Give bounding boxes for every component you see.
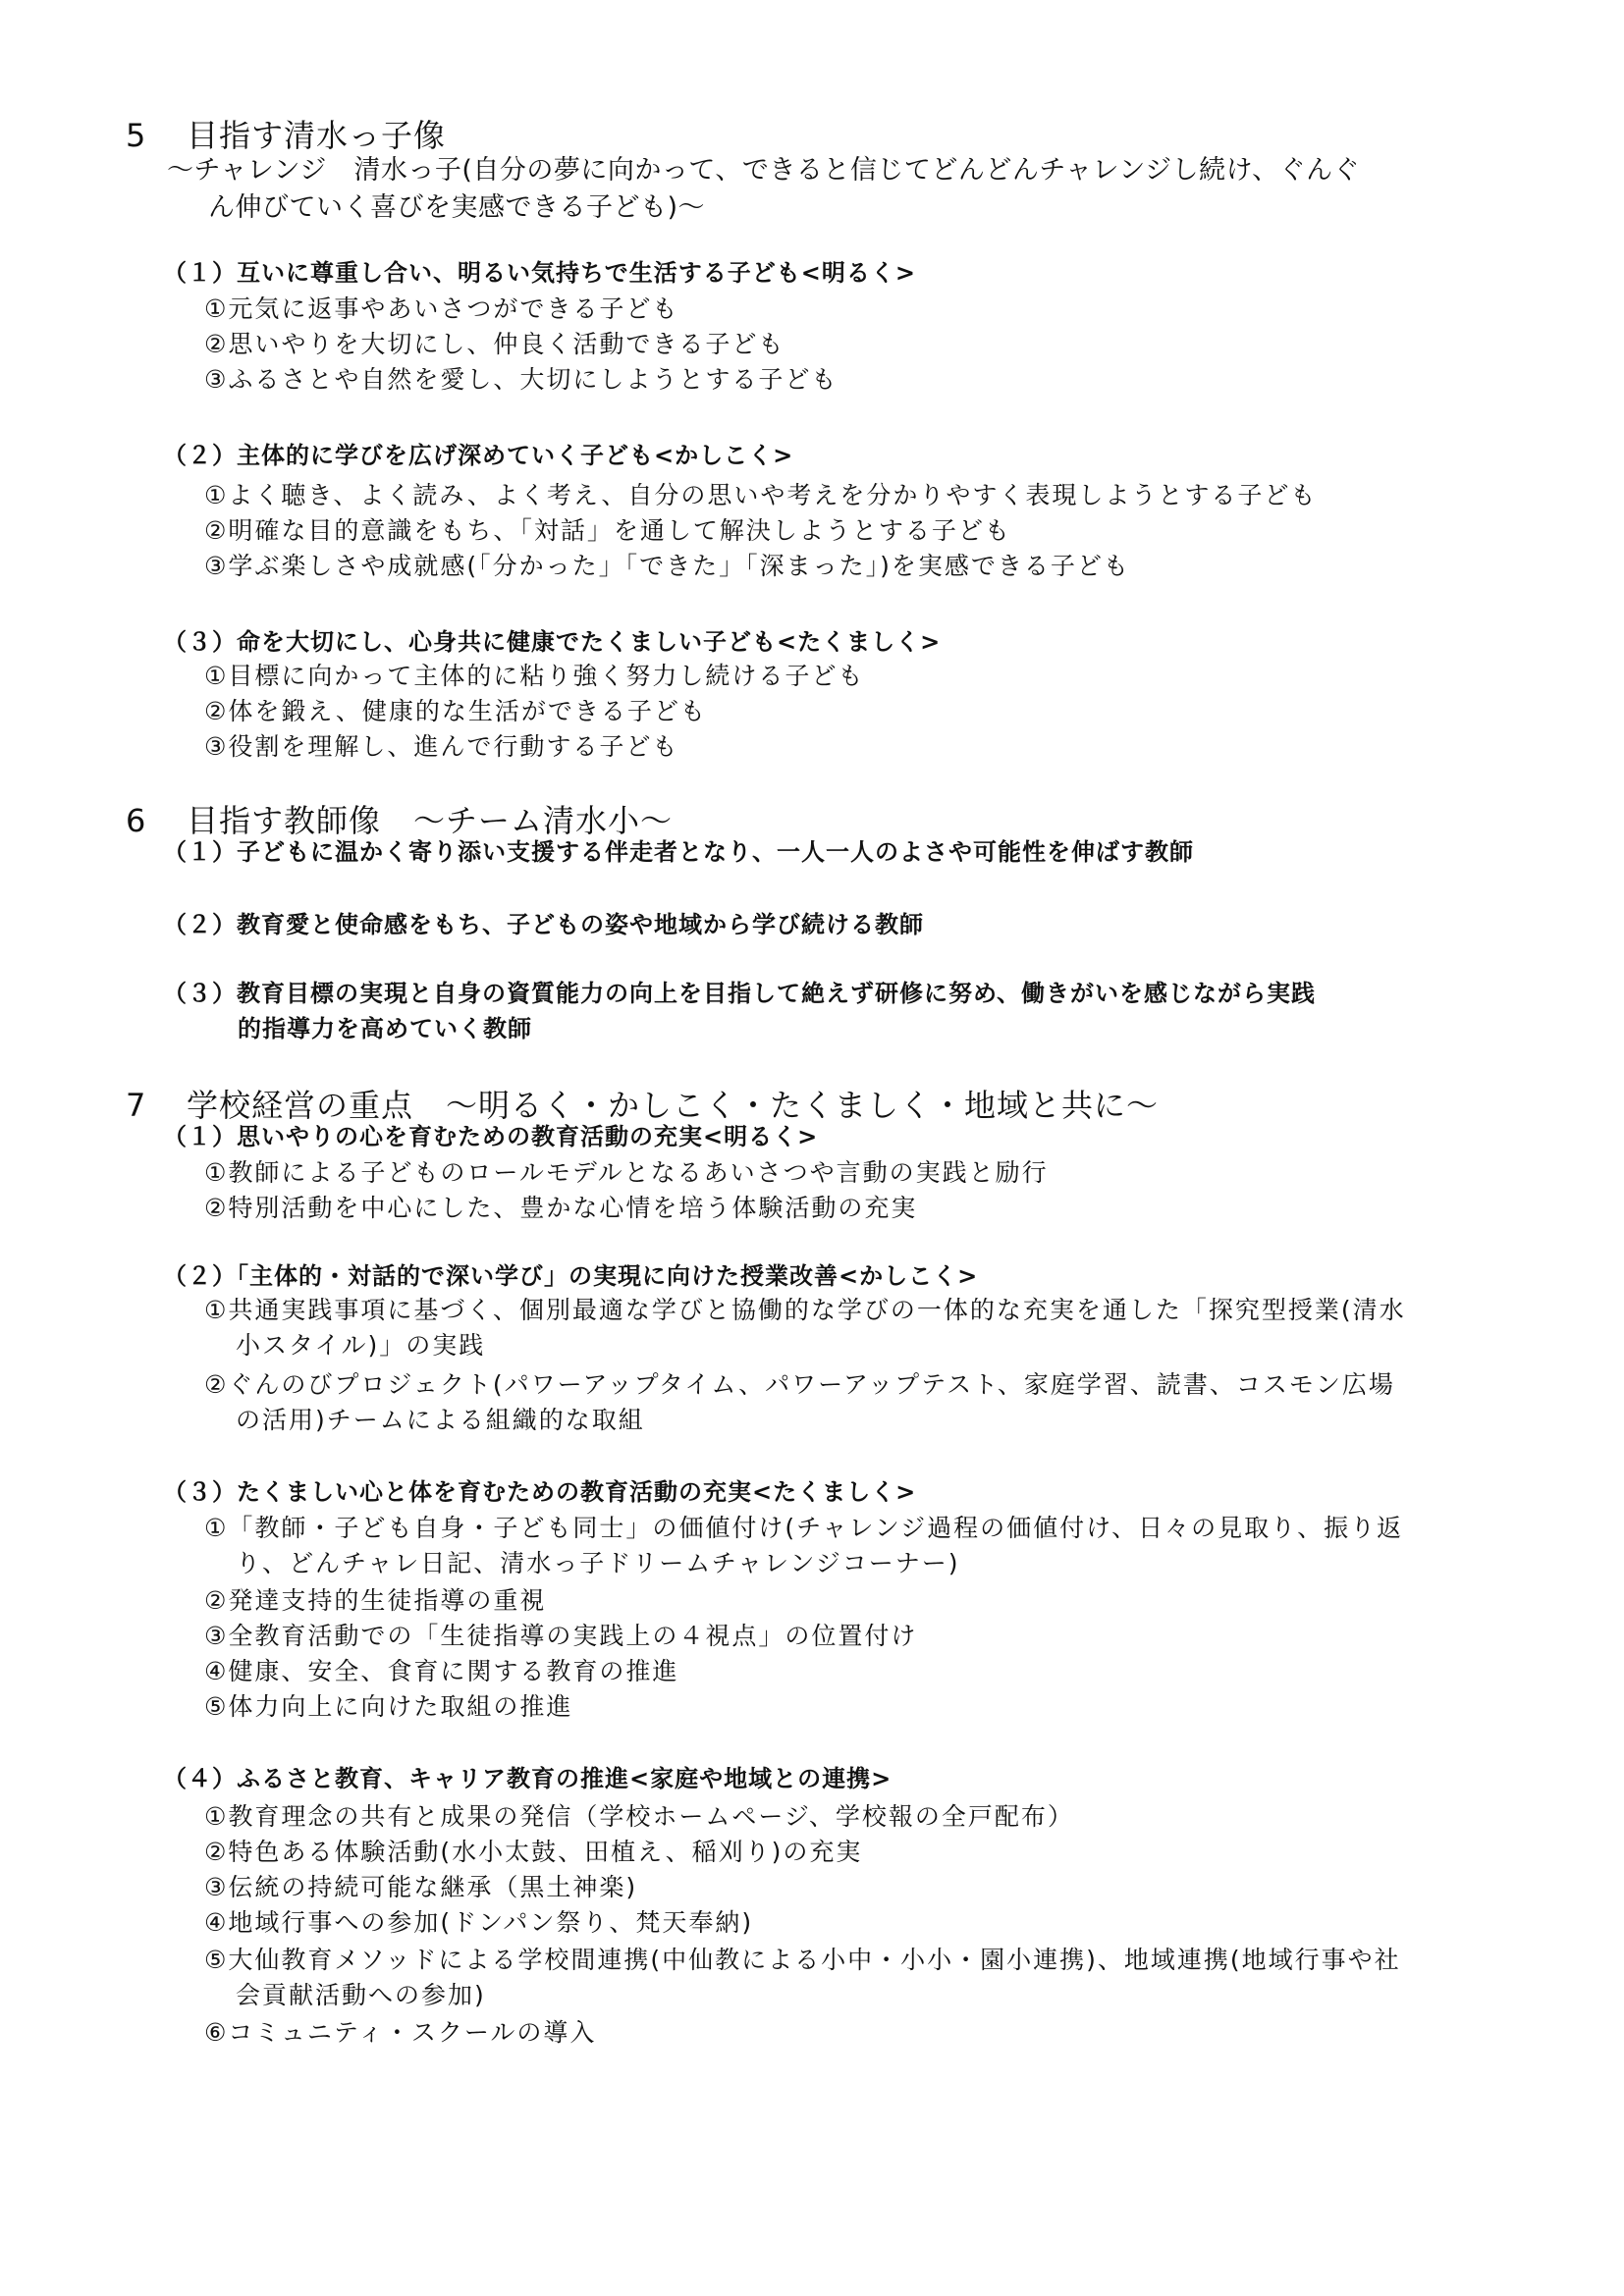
list-item: ①教育理念の共有と成果の発信（学校ホームページ、学校報の全戸配布） bbox=[204, 1802, 1074, 1831]
list-item: ①目標に向かって主体的に粘り強く努力し続ける子ども bbox=[204, 662, 865, 690]
section-5-number: 5 bbox=[126, 117, 146, 154]
list-item: ⑤大仙教育メソッドによる学校間連携(中仙教による小中・小小・園小連携)、地域連携(地域行事や社 bbox=[204, 1946, 1401, 1974]
section-5-subtitle-line1: ～チャレンジ 清水っ子(自分の夢に向かって、できると信じてどんどんチャレンジし続け、ぐんぐ bbox=[167, 155, 1361, 186]
list-item: ⑥コミュニティ・スクールの導入 bbox=[204, 2018, 597, 2047]
section-7-number: 7 bbox=[126, 1087, 146, 1124]
list-item: ①教師による子どものロールモデルとなるあいさつや言動の実践と励行 bbox=[204, 1158, 1049, 1187]
list-item: ②思いやりを大切にし、仲良く活動できる子ども bbox=[204, 330, 785, 358]
list-item: ①「教師・子ども自身・子ども同士」の価値付け(チャレンジ過程の価値付け、日々の見取り、振り返 bbox=[204, 1514, 1404, 1542]
section-7-title: 学校経営の重点 ～明るく・かしこく・たくましく・地域と共に～ bbox=[187, 1087, 1160, 1124]
list-item-continuation: の活用)チームによる組織的な取組 bbox=[236, 1406, 645, 1434]
list-item: ②発達支持的生徒指導の重視 bbox=[204, 1586, 547, 1615]
section-6-point-3-line2: 的指導力を高めていく教師 bbox=[238, 1015, 532, 1042]
section-5-group-2-title: （２）主体的に学びを広げ深めていく子ども<かしこく> bbox=[163, 442, 794, 469]
list-item: ①共通実践事項に基づく、個別最適な学びと協働的な学びの一体的な充実を通した「探究型授業(清水 bbox=[204, 1296, 1406, 1324]
list-item-continuation: り、どんチャレ日記、清水っ子ドリームチャレンジコーナー) bbox=[236, 1549, 960, 1577]
section-7-group-2-title: （２）「主体的・対話的で深い学び」の実現に向けた授業改善<かしこく> bbox=[163, 1262, 979, 1290]
section-7-group-1-title: （１）思いやりの心を育むための教育活動の充実<明るく> bbox=[163, 1123, 819, 1150]
list-item: ③伝統の持続可能な継承（黒土神楽) bbox=[204, 1873, 638, 1901]
section-6-point-3-line1: （３）教育目標の実現と自身の資質能力の向上を目指して絶えず研修に努め、働きがいを感じながら実践 bbox=[163, 980, 1317, 1007]
list-item: ①元気に返事やあいさつができる子ども bbox=[204, 294, 679, 323]
list-item: ③ふるさとや自然を愛し、大切にしようとする子ども bbox=[204, 365, 839, 394]
list-item: ③学ぶ楽しさや成就感(「分かった」「できた」「深まった」)を実感できる子ども bbox=[204, 552, 1130, 580]
section-6-title: 目指す教師像 ～チーム清水小～ bbox=[187, 802, 674, 839]
list-item: ②体を鍛え、健康的な生活ができる子ども bbox=[204, 697, 707, 725]
list-item: ③役割を理解し、進んで行動する子ども bbox=[204, 732, 679, 761]
list-item: ②ぐんのびプロジェクト(パワーアップタイム、パワーアップテスト、家庭学習、読書、コスモン広場 bbox=[204, 1370, 1395, 1399]
list-item: ③全教育活動での「生徒指導の実践上の４視点」の位置付け bbox=[204, 1622, 918, 1650]
section-5-group-3-title: （３）命を大切にし、心身共に健康でたくましい子ども<たくましく> bbox=[163, 628, 942, 656]
section-6-number: 6 bbox=[126, 802, 146, 839]
section-5-title: 目指す清水っ子像 bbox=[187, 117, 447, 154]
list-item: ④健康、安全、食育に関する教育の推進 bbox=[204, 1657, 679, 1685]
section-5-subtitle-line2: ん伸びていく喜びを実感できる子ども)～ bbox=[208, 192, 706, 223]
list-item: ②特色ある体験活動(水小太鼓、田植え、稲刈り)の充実 bbox=[204, 1838, 863, 1866]
list-item: ②明確な目的意識をもち、「対話」を通して解決しようとする子ども bbox=[204, 516, 1011, 545]
list-item: ②特別活動を中心にした、豊かな心情を培う体験活動の充実 bbox=[204, 1194, 918, 1222]
list-item: ⑤体力向上に向けた取組の推進 bbox=[204, 1692, 573, 1721]
section-5-group-1-title: （１）互いに尊重し合い、明るい気持ちで生活する子ども<明るく> bbox=[163, 259, 916, 287]
list-item-continuation: 会貢献活動への参加) bbox=[236, 1981, 486, 2009]
section-6-point-1: （１）子どもに温かく寄り添い支援する伴走者となり、一人一人のよさや可能性を伸ばす教師 bbox=[163, 838, 1194, 866]
section-7-group-3-title: （３）たくましい心と体を育むための教育活動の充実<たくましく> bbox=[163, 1478, 917, 1506]
list-item: ①よく聴き、よく読み、よく考え、自分の思いや考えを分かりやすく表現しようとする子ども bbox=[204, 481, 1318, 509]
section-6-point-2: （２）教育愛と使命感をもち、子どもの姿や地域から学び続ける教師 bbox=[163, 911, 924, 938]
list-item: ④地域行事への参加(ドンパン祭り、梵天奉納) bbox=[204, 1908, 754, 1937]
list-item-continuation: 小スタイル)」の実践 bbox=[236, 1331, 486, 1360]
section-7-group-4-title: （４）ふるさと教育、キャリア教育の推進<家庭や地域との連携> bbox=[163, 1765, 893, 1792]
